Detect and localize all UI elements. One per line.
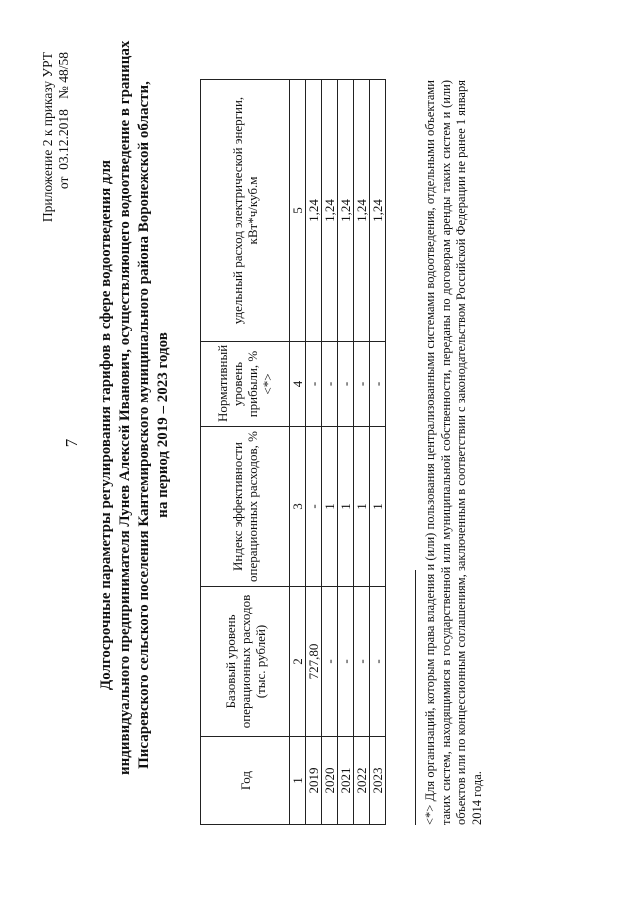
cell-base-opex: -	[354, 587, 370, 737]
table-row	[306, 80, 322, 825]
cell-year: 2022	[354, 737, 370, 825]
header-efficiency-index: Индекс эффективности операционных расходов, %	[201, 427, 290, 587]
cell-base-opex: 727,80	[306, 587, 322, 737]
table-row	[322, 80, 338, 825]
column-number: 2	[290, 587, 306, 737]
cell-energy-consumption: 1,24	[338, 80, 354, 342]
cell-energy-consumption: 1,24	[306, 80, 322, 342]
cell-base-opex: -	[338, 587, 354, 737]
column-number: 5	[290, 80, 306, 342]
cell-profit-level: -	[370, 342, 386, 427]
table-row	[370, 80, 386, 825]
cell-profit-level: -	[354, 342, 370, 427]
column-number: 1	[290, 737, 306, 825]
footnote: <*> Для организаций, которым права владения и (или) пользования централизованными системами водоотведения, отдельными объектами таких систем, находящимися в государственной или муниципальной собственности, переданы по договорам аренды таких систем и (или) объектов или по концессионным соглашениям, заключенным в соответствии с законодательством Российской Федерации не ранее 1 января 2014 года.	[423, 80, 484, 825]
footnote-divider	[415, 570, 416, 825]
header-year: Год	[201, 737, 290, 825]
cell-efficiency-index: 1	[338, 427, 354, 587]
column-number: 4	[290, 342, 306, 427]
cell-energy-consumption: 1,24	[370, 80, 386, 342]
header-profit-level: Нормативный уровень прибыли, % <*>	[201, 342, 290, 427]
title-line-4: на период 2019 – 2023 годов	[155, 332, 171, 518]
cell-profit-level: -	[322, 342, 338, 427]
page-number: 7	[62, 438, 81, 448]
header-base-opex: Базовый уровень операционных расходов (тыс. рублей)	[201, 587, 290, 737]
document-title	[97, 40, 173, 775]
cell-year: 2020	[322, 737, 338, 825]
cell-profit-level: -	[338, 342, 354, 427]
cell-efficiency-index: 1	[370, 427, 386, 587]
cell-efficiency-index: 1	[354, 427, 370, 587]
header-energy-consumption: удельный расход электрической энергии, кВт*ч/куб.м	[201, 80, 290, 342]
cell-year: 2019	[306, 737, 322, 825]
column-number: 3	[290, 427, 306, 587]
table-row	[354, 80, 370, 825]
tariff-parameters-table	[200, 79, 386, 825]
appendix-line-2: от 03.12.2018 № 48/58	[56, 52, 71, 190]
cell-base-opex: -	[370, 587, 386, 737]
title-line-2: индивидуального предпринимателя Лунев Алексей Иванович, осуществляющего водоотведение в границах	[117, 40, 133, 775]
table-row	[338, 80, 354, 825]
title-line-1: Долгосрочные параметры регулирования тарифов в сфере водоотведения для	[98, 159, 114, 691]
title-line-3: Писаревского сельского поселения Кантемировского муниципального района Воронежской области,	[136, 81, 152, 769]
cell-base-opex: -	[322, 587, 338, 737]
cell-year: 2021	[338, 737, 354, 825]
cell-efficiency-index: -	[306, 427, 322, 587]
appendix-reference	[40, 52, 72, 222]
cell-energy-consumption: 1,24	[322, 80, 338, 342]
cell-efficiency-index: 1	[322, 427, 338, 587]
cell-energy-consumption: 1,24	[354, 80, 370, 342]
cell-profit-level: -	[306, 342, 322, 427]
appendix-line-1: Приложение 2 к приказу УРТ	[40, 52, 55, 223]
cell-year: 2023	[370, 737, 386, 825]
